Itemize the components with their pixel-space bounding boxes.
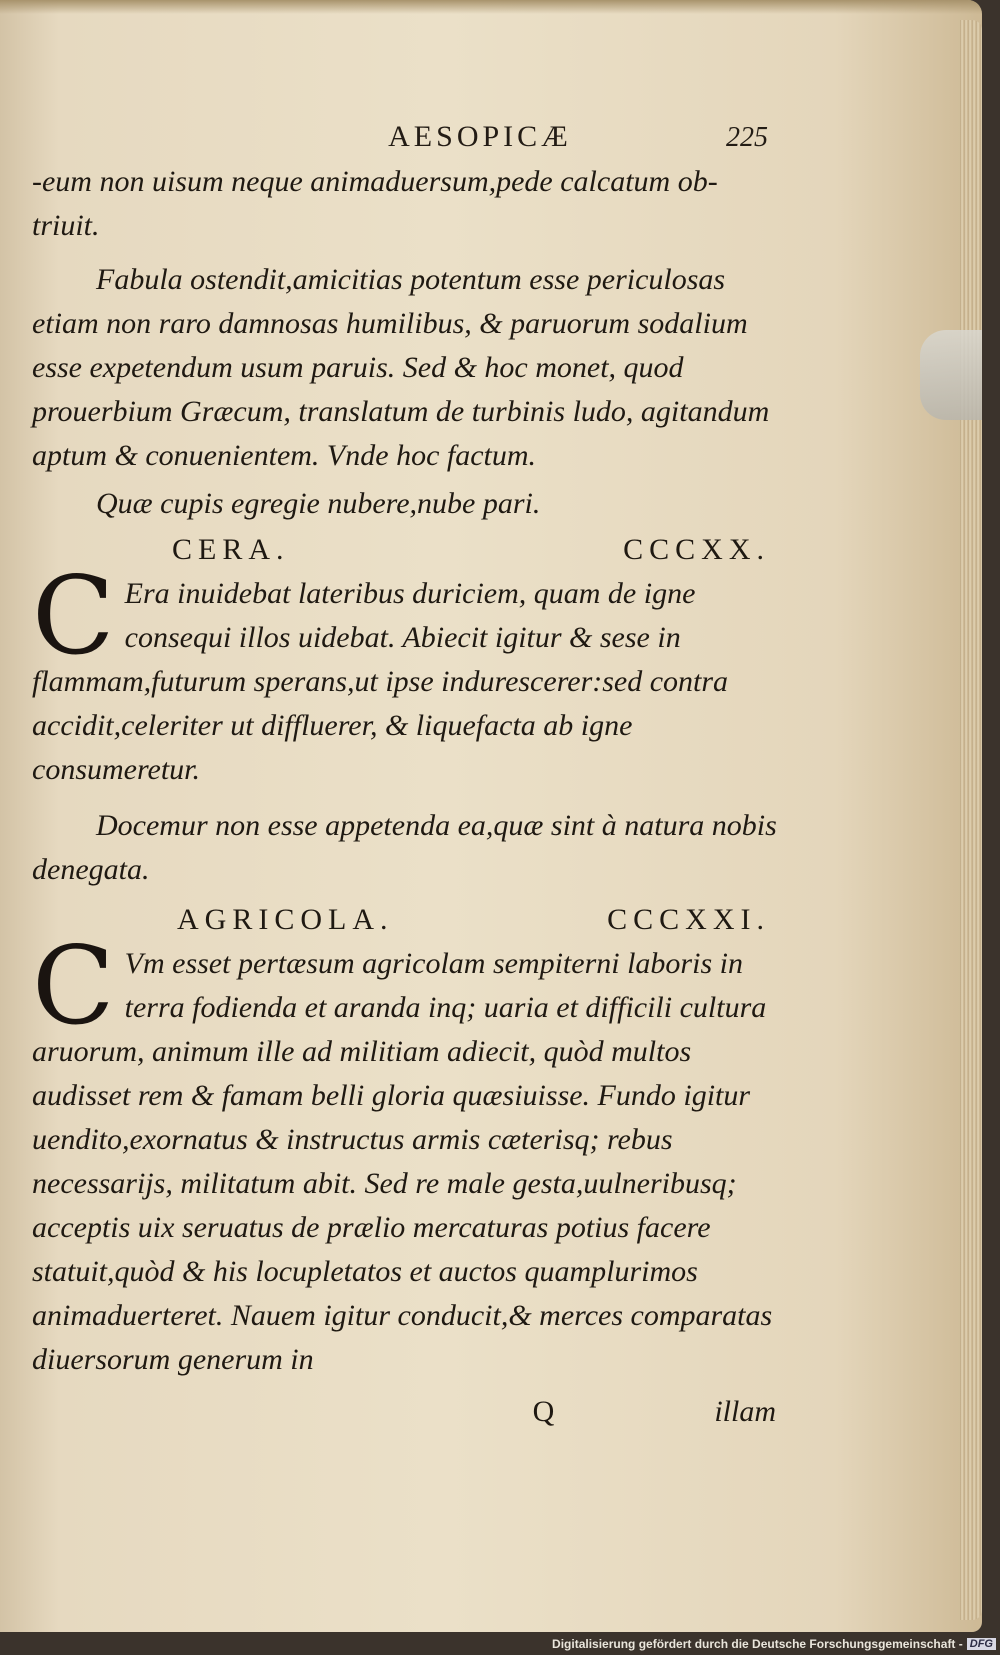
catchword: illam — [714, 1395, 776, 1428]
fable-heading-cera — [32, 528, 780, 572]
fable-number: CCCXXI. — [607, 903, 770, 936]
verse-line: Quæ cupis egregie nubere,nube pari. — [96, 487, 541, 520]
fable-heading-agricola — [32, 898, 780, 942]
moral-paragraph-1: Fabula ostendit,amicitias potentum esse periculosas etiam non raro damnosas humilibus, & paruorum sodalium esse expetendum usum paruis. Sed & hoc monet, quod prouerbium Græcum, translatum de turbinis ludo, agitandum aptum & conuenientem. Vnde hoc factum. — [32, 263, 770, 472]
digitization-credit — [552, 1637, 996, 1651]
drop-cap-initial: C — [32, 924, 115, 1049]
catchword-row — [32, 1390, 780, 1438]
fable-number: CCCXX. — [623, 533, 770, 566]
fable-title: AGRICOLA. — [177, 903, 394, 936]
bookmark-tab — [920, 330, 982, 420]
fable-title: CERA. — [172, 533, 290, 566]
drop-cap-initial: C — [32, 554, 115, 679]
page-number: 225 — [726, 122, 768, 153]
credit-text: Digitalisierung gefördert durch die Deutsche Forschungsgemeinschaft - — [552, 1637, 963, 1651]
fable-body: Vm esset pertæsum agricolam sempiterni laboris in terra fodienda et aranda inq; uaria et difficili cultura aruorum, animum ille ad militiam adiecit, quòd multos audisset rem & famam belli gloria quæsiuisse. Fundo igitur uendito,exornatus & instructus armis cæterisq; rebus necessarijs, militatum abit. Sed re male gesta,uulneribusq; acceptis uix seruatus de prælio mercaturas potius facere statuit,quòd & his locupletatos et auctos quamplurimos animaduerteret. Nauem igitur conducit,& merces comparatas diuersorum generum in — [32, 947, 773, 1376]
intro-line-1: -eum non uisum neque animaduersum,pede calcatum ob- — [32, 165, 718, 198]
fable-moral: Docemur non esse appetenda ea,quæ sint à natura nobis denegata. — [32, 809, 777, 886]
dfg-logo: DFG — [967, 1638, 996, 1650]
running-head: AESOPICÆ — [388, 120, 572, 153]
fable-text-agricola — [32, 924, 780, 1382]
fable-text-cera — [32, 554, 780, 792]
signature-mark: Q — [532, 1395, 555, 1428]
intro-line-2: triuit. — [32, 209, 100, 242]
fable-body: Era inuidebat lateribus duriciem, quam de igne consequi illos uidebat. Abiecit igitur & sese in flammam,futurum sperans,ut ipse indurescerer:sed contra accidit,celeriter ut diffluerer, & liquefacta ab igne consumeretur. — [32, 577, 729, 786]
page-edge — [960, 20, 982, 1620]
text-block — [32, 160, 780, 1438]
page-top-shadow — [0, 0, 982, 14]
